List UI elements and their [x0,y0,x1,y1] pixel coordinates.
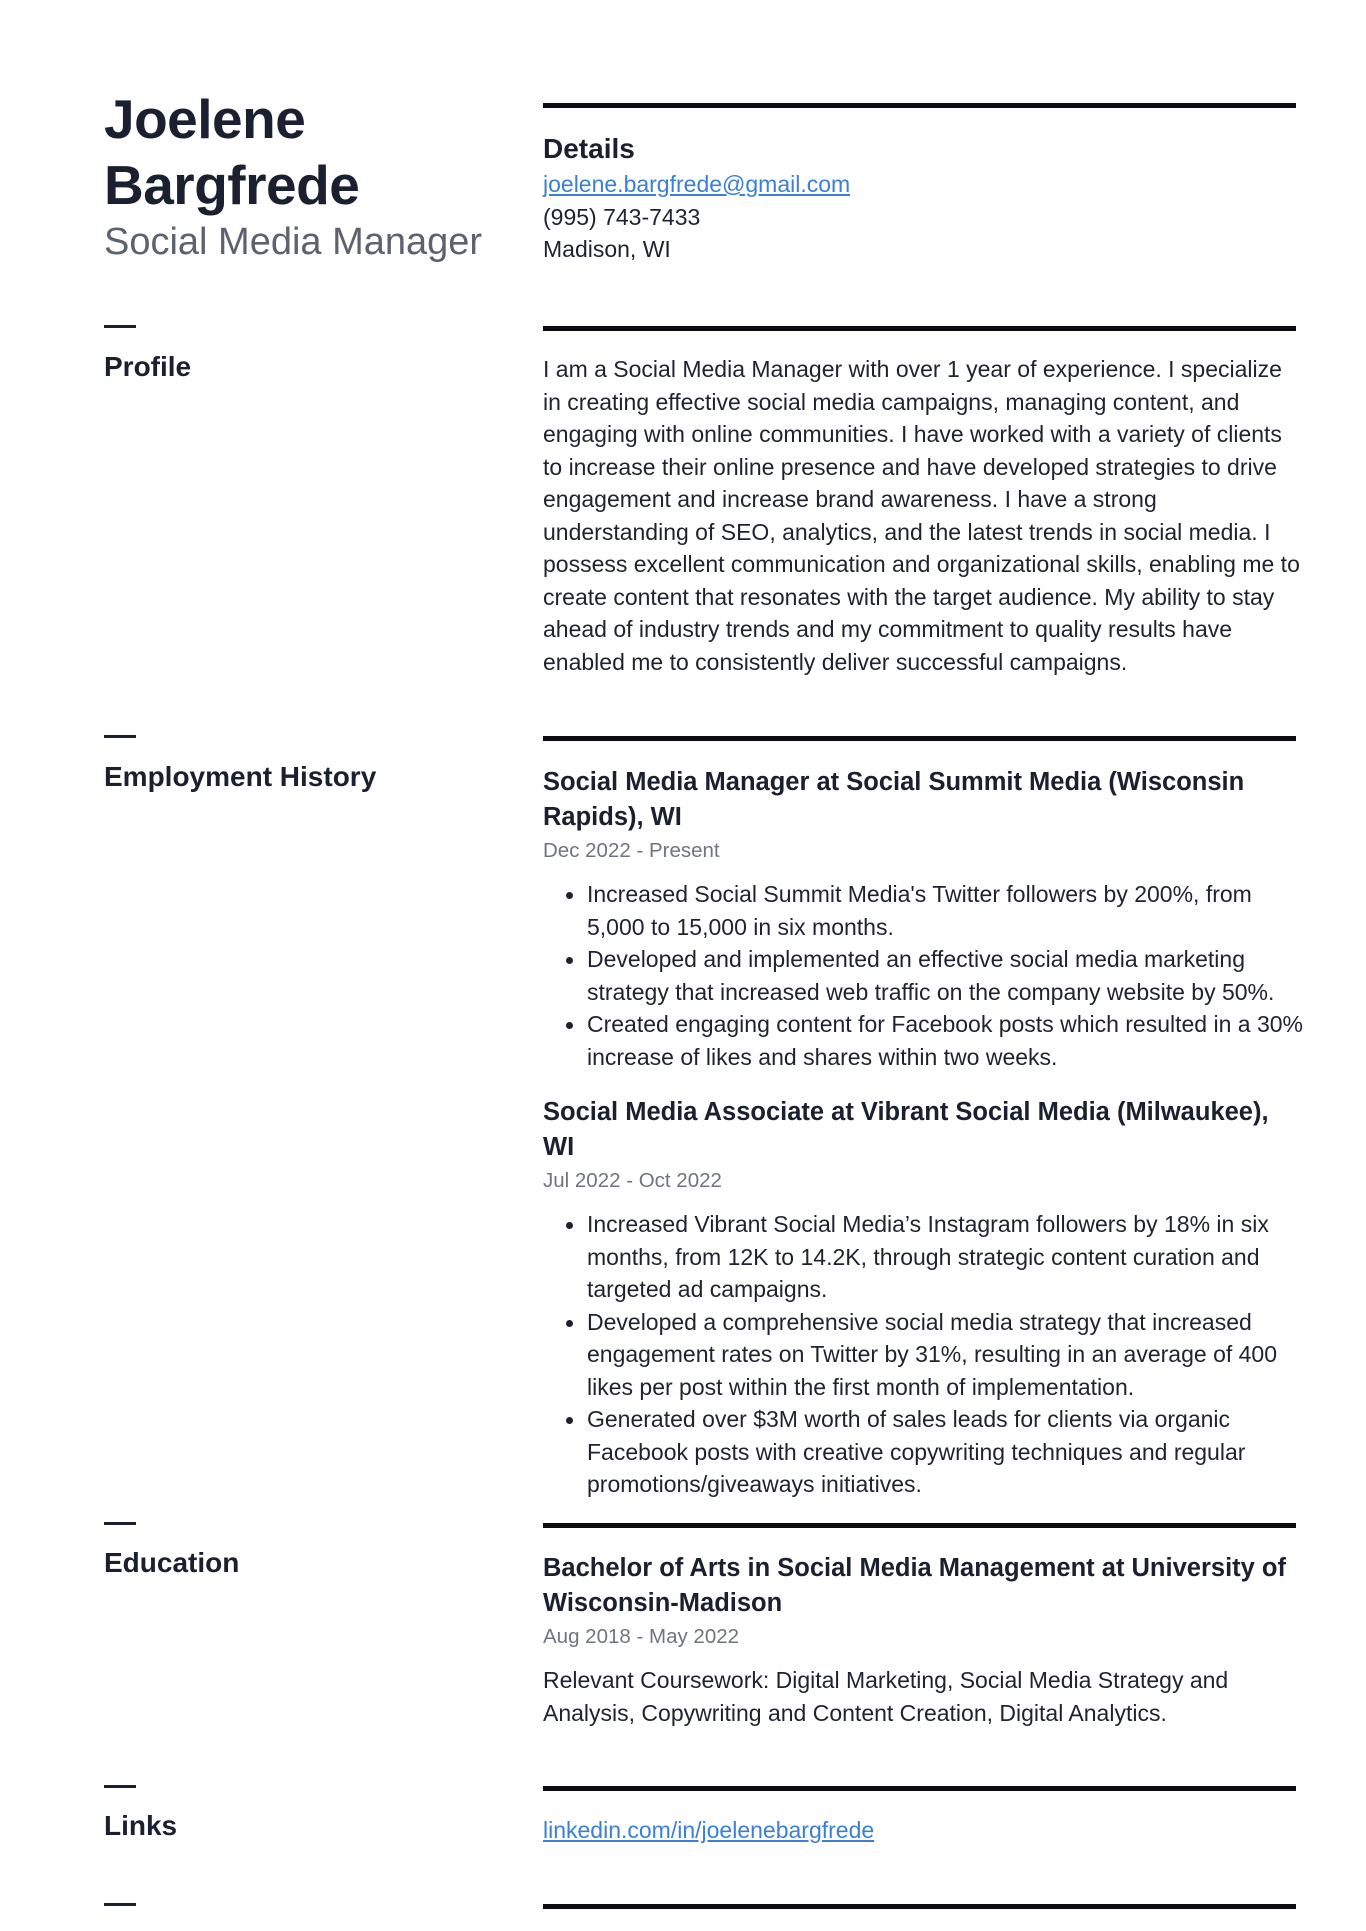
phone-number: (995) 743-7433 [543,203,701,230]
job-title: Social Media Manager at Social Summit Media (Wisconsin Rapids), WI [543,768,1245,831]
coursework: Relevant Coursework: Digital Marketing, Social Media Strategy and Analysis, Copywriting and Content Creation, Digital Analytics. [543,1667,1229,1726]
details-section [543,132,1303,266]
job-bullet: Generated over $3M worth of sales leads for clients via organic Facebook posts with creative copywriting techniques and regular promotions/giveaways initiatives. [587,1403,1303,1501]
job-bullet: Increased Social Summit Media's Twitter followers by 200%, from 5,000 to 15,000 in six months. [587,878,1303,943]
job-title: Social Media Associate at Vibrant Social Media (Milwaukee), WI [543,1098,1269,1161]
job-bullet: Created engaging content for Facebook posts which resulted in a 30% increase of likes and shares within two weeks. [587,1008,1303,1073]
education-dates: Aug 2018 - May 2022 [543,1625,740,1648]
candidate-title: Social Media Manager [104,221,483,263]
profile-dash [104,325,136,328]
name-first: Joelene [104,88,306,150]
education-dash [104,1522,136,1525]
profile-heading: Profile [104,351,192,382]
employment-rule [543,736,1296,741]
education-entry [543,1551,1303,1729]
links-heading: Links [104,1810,178,1841]
linkedin-link[interactable]: linkedin.com/in/joelenebargfrede [543,1817,875,1843]
employment-dash [104,735,136,738]
degree-title: Bachelor of Arts in Social Media Management at University of Wisconsin-Madison [543,1554,1286,1617]
job-bullet: Developed a comprehensive social media strategy that increased engagement rates on Twitter by 31%, resulting in an average of 400 likes per post within the first month of implementation. [587,1306,1303,1404]
job-entry [543,1095,1303,1501]
job-bullet: Increased Vibrant Social Media’s Instagram followers by 18% in six months, from 12K to 14.2K, through strategic content curation and targeted ad campaigns. [587,1208,1303,1306]
job-bullet: Developed and implemented an effective social media marketing strategy that increased web traffic on the company website by 50%. [587,943,1303,1008]
employment-heading: Employment History [104,761,377,792]
name-last: Bargfrede [104,154,360,216]
trailing-rule [543,1904,1296,1909]
job-bullets [543,1208,1303,1501]
job-entry [543,765,1303,1073]
job-bullets [543,878,1303,1073]
email-link[interactable]: joelene.bargfrede@gmail.com [543,171,851,197]
candidate-name [104,86,504,218]
education-rule [543,1523,1296,1528]
profile-rule [543,326,1296,331]
details-heading: Details [543,133,635,164]
links-section [543,1814,1303,1847]
job-dates: Dec 2022 - Present [543,839,720,862]
education-heading: Education [104,1547,240,1578]
job-dates: Jul 2022 - Oct 2022 [543,1169,722,1192]
links-rule [543,1786,1296,1791]
location: Madison, WI [543,236,671,262]
details-rule [543,103,1296,108]
trailing-dash [104,1903,136,1906]
profile-text: I am a Social Media Manager with over 1 year of experience. I specialize in creating effective social media campaigns, managing content, and engaging with online communities. I have worked with a variety of clients to increase their online presence and have developed strategies to drive engagement and increase brand awareness. I have a strong understanding of SEO, analytics, and the latest trends in social media. I possess excellent communication and organizational skills, enabling me to create content that resonates with the target audience. My ability to stay ahead of industry trends and my commitment to quality results have enabled me to consistently deliver successful campaigns. [543,356,1300,675]
links-dash [104,1785,136,1788]
